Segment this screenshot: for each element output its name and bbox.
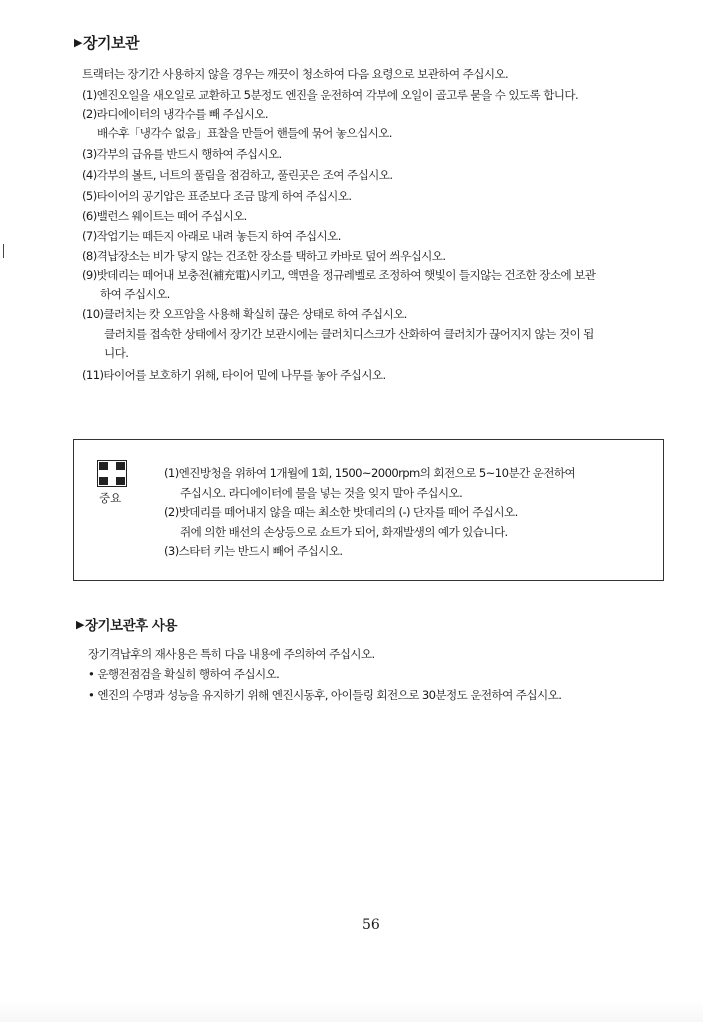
section-heading-long-term-storage [74,32,139,53]
list-item: (7)작업기는 떼든지 아래로 내려 놓든지 하여 주십시오. [82,229,341,243]
triangle-marker-icon: ▶ [76,617,84,631]
important-cross-icon [97,460,127,487]
notice-line: 주십시오. 라디에이터에 물을 넣는 것을 잊지 말아 주십시오. [180,486,463,500]
notice-line: (1)엔진방청을 위하여 1개월에 1회, 1500~2000rpm의 회전으로 5~10분간 운전하여 [164,466,576,480]
list-item: (9)밧데리는 떼어내 보충전(補充電)시키고, 액면을 정규레벨로 조정하여 햇빛이 들지않는 건조한 장소에 보관 [82,268,596,282]
notice-line: (3)스타터 키는 반드시 빼어 주십시오. [164,544,343,558]
section-intro: 트랙터는 장기간 사용하지 않을 경우는 깨끗이 청소하여 다음 요령으로 보관하여 주십시오. [82,67,509,81]
bullet-item: • 엔진의 수명과 성능을 유지하기 위해 엔진시동후, 아이들링 회전으로 30분정도 운전하여 주십시오. [88,688,562,702]
bullet-item: • 운행전점검을 확실히 행하여 주십시오. [88,667,280,681]
list-item-continuation: 배수후「냉각수 없음」표찰을 만들어 핸들에 묶어 놓으십시오. [97,126,392,140]
list-item: (6)밸런스 웨이트는 떼어 주십시오. [82,209,247,223]
important-label: 중요 [99,491,122,505]
scan-margin-mark [3,244,4,258]
list-item-continuation: 니다. [104,346,129,360]
notice-line: 쥐에 의한 배선의 손상등으로 쇼트가 되어, 화재발생의 예가 있습니다. [180,525,508,539]
section-title: 장기보관후 사용 [84,618,177,634]
list-item-continuation: 하여 주십시오. [100,287,170,301]
list-item: (10)클러치는 캇 오프암을 사용해 확실히 끊은 상태로 하여 주십시오. [82,307,407,321]
notice-line: (2)밧데리를 떼어내지 않을 때는 최소한 밧데리의 (-) 단자를 떼어 주십시오. [164,505,518,519]
list-item: (11)타이어를 보호하기 위해, 타이어 밑에 나무를 놓아 주십시오. [82,368,386,382]
section-title: 장기보관 [82,34,139,52]
list-item: (1)엔진오일을 새오일로 교환하고 5분정도 엔진을 운전하여 각부에 오일이 골고루 묻을 수 있도록 합니다. [82,88,579,102]
list-item: (3)각부의 급유를 반드시 행하여 주십시오. [82,147,282,161]
list-item: (8)격납장소는 비가 닿지 않는 건조한 장소를 택하고 카바로 덮어 씌우십시오. [82,249,446,263]
section-intro: 장기격납후의 재사용은 특히 다음 내용에 주의하여 주십시오. [88,647,375,661]
list-item: (2)라디에이터의 냉각수를 빼 주십시오. [82,107,268,121]
scan-bottom-edge [0,1000,703,1022]
list-item-continuation: 클러치를 접속한 상태에서 장기간 보관시에는 클러치디스크가 산화하여 클러치가 끊어지지 않는 것이 됩 [104,327,594,341]
section-heading-after-storage [76,614,177,634]
list-item: (4)각부의 볼트, 너트의 풀림을 점검하고, 풀린곳은 조여 주십시오. [82,168,393,182]
triangle-marker-icon: ▶ [74,36,82,49]
page-number: 56 [362,917,380,933]
list-item: (5)타이어의 공기압은 표준보다 조금 많게 하여 주십시오. [82,189,352,203]
